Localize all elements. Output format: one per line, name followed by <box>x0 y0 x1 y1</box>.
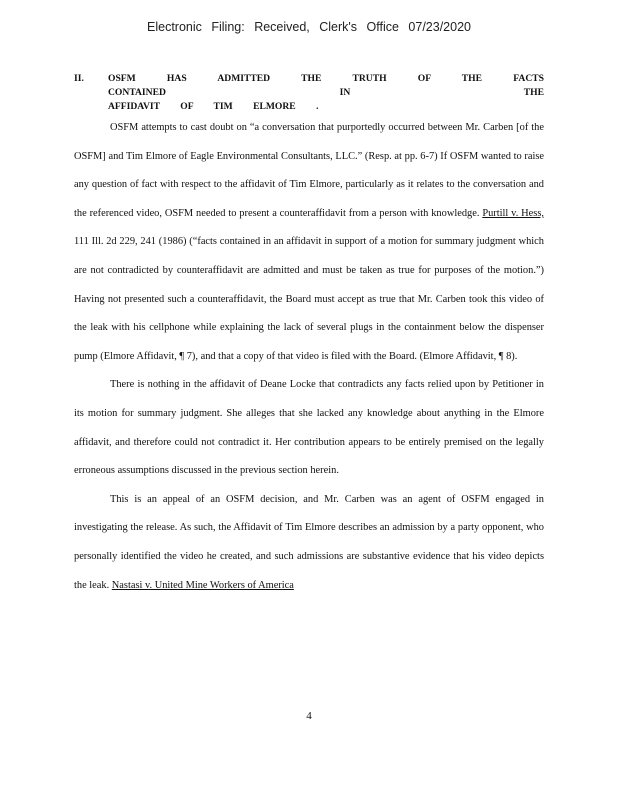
section-heading <box>74 72 544 114</box>
section-number: II. <box>74 73 84 84</box>
paragraph-1-text-a: OSFM attempts to cast doubt on “a conversation that purportedly occurred between Mr. Carben [of the OSFM] and Tim Elmore of Eagle Environmental Consultants, LLC.” (Resp. at pp. 6-7) If OSFM wanted to raise any question of fact with respect to the affidavit of Tim Elmore, particularly as it relates to the conversation and the referenced video, OSFM needed to present a counteraffidavit from a person with knowledge. <box>74 122 544 219</box>
filing-stamp-header: Electronic Filing: Received, Clerk's Office 07/23/2020 <box>147 20 471 34</box>
page-number: 4 <box>306 710 312 722</box>
paragraph-2: There is nothing in the affidavit of Deane Locke that contradicts any facts relied upon by Petitioner in its motion for summary judgment. She alleges that she lacked any knowledge about anything in the Elmore affidavit, and therefore could not contradict it. Her contribution appears to be entirely premised on the legally erroneous assumptions discussed in the previous section herein. <box>74 379 544 477</box>
paragraph-3 <box>74 486 544 600</box>
case-citation-nastasi: Nastasi v. United Mine Workers of America <box>111 579 294 591</box>
section-title-line-1: OSFM HAS ADMITTED THE TRUTH OF THE FACTS CONTAINED IN THE <box>108 73 544 98</box>
paragraph-3-text-a: This is an appeal of an OSFM decision, and Mr. Carben was an agent of OSFM engaged in investigating the release. As such, the Affidavit of Tim Elmore describes an admission by a party opponent, who personally identified the video he created, and such admissions are substantive evidence that his video depicts the leak. <box>74 493 544 591</box>
section-title-line-2: AFFIDAVIT OF TIM ELMORE . <box>108 101 319 112</box>
paragraph-1-text-b: 111 Ill. 2d 229, 241 (1986) (“facts contained in an affidavit in support of a motion for summary judgment which are not contradicted by counteraffidavit are admitted and must be taken as true for purposes of the motion.”) Having not presented such a counteraffidavit, the Board must accept as true that Mr. Carben took this video of the leak with his cellphone while explaining the lack of several plugs in the containment below the dispenser pump (Elmore Affidavit, ¶ 7), and that a copy of that video is filed with the Board. (Elmore Affidavit, ¶ 8). <box>74 236 544 362</box>
paragraph-1 <box>74 114 544 371</box>
document-body <box>74 114 544 600</box>
case-citation-purtill: Purtill v. Hess, <box>482 207 544 219</box>
